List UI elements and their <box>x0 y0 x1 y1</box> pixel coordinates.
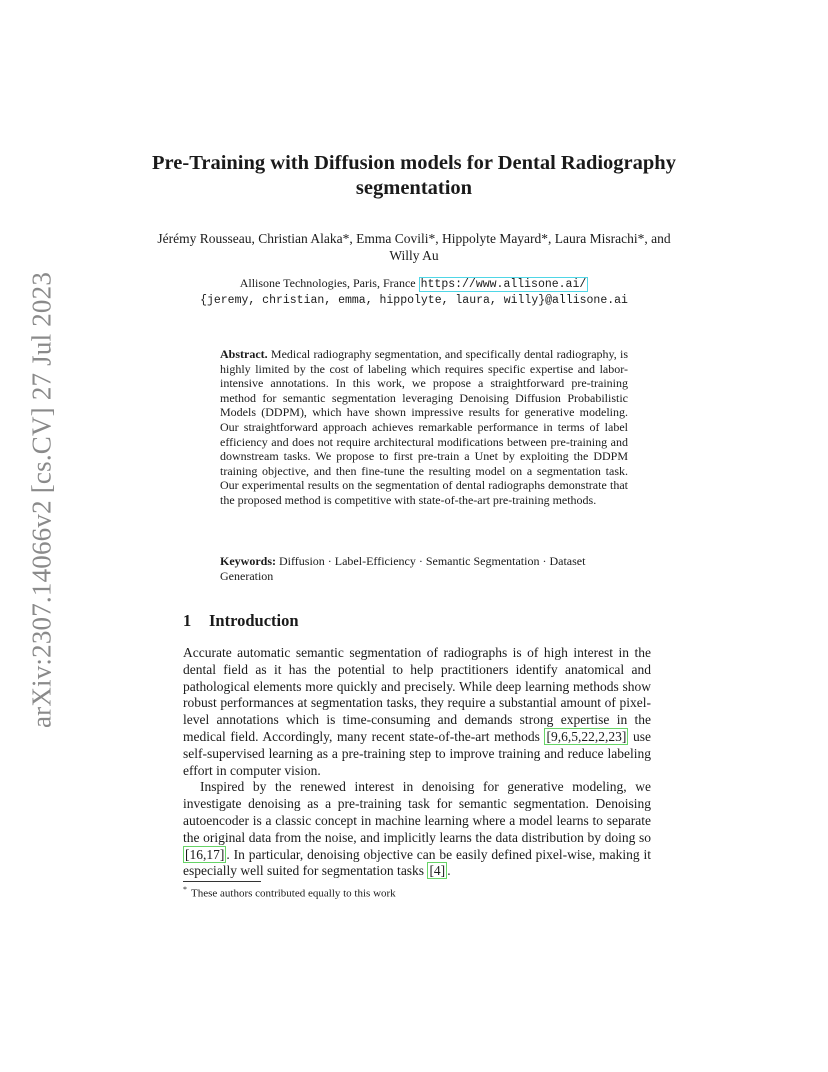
affiliation-org: Allisone Technologies, Paris, France <box>239 276 416 290</box>
footnote-text: These authors contributed equally to this work <box>191 887 396 900</box>
abstract-text: Medical radiography segmentation, and specifically dental radiography, is highly limited by the cost of labeling which requires specific expertise and labor-intensive annotations. In this work, we propose a straightforward pre-training method for semantic segmentation leveraging Denoising Diffusion Probabilistic Models (DDPM), which have shown impressive results for generative modeling. Our straightforward approach achieves remarkable performance in terms of label efficiency and does not require architectural modifications between pre-training and downstream tasks. We propose to first pre-train a Unet by exploiting the DDPM training objective, and then fine-tune the resulting model on a segmentation task. Our experimental results on the segmentation of dental radiographs demonstrate that the proposed method is competitive with state-of-the-art pre-training methods. <box>220 347 629 507</box>
keywords <box>220 554 628 583</box>
footnote-rule <box>183 881 261 882</box>
keywords-text: Diffusion · Label-Efficiency · Semantic Segmentation · Dataset Generation <box>220 554 586 583</box>
arxiv-identifier: arXiv:2307.14066v2 [cs.CV] 27 Jul 2023 <box>26 271 57 729</box>
intro-paragraph-2 <box>183 779 651 880</box>
paragraph-text: Accurate automatic semantic segmentation of radiographs is of high interest in the dental field as it has the potential to help practitioners identify anatomical and pathological elements more quickly and precisely. While deep learning methods show robust performances at segmentation tasks, they require a substantial amount of pixel-level annotations which is time-consuming and demands strong expertise in the medical field. Accordingly, many recent state-of-the-art methods <box>183 645 651 744</box>
paragraph-text: . <box>447 863 451 879</box>
citation-link[interactable]: [4] <box>429 863 446 879</box>
abstract-label: Abstract. <box>220 347 268 361</box>
paragraph-text: . In particular, denoising objective can be easily defined pixel-wise, making it especially well suited for segmentation tasks <box>183 846 651 879</box>
section-heading <box>183 611 299 631</box>
introduction-body <box>183 645 651 880</box>
citation-link[interactable]: [16,17] <box>185 846 225 862</box>
author-emails: {jeremy, christian, emma, hippolyte, laura, willy}@allisone.ai <box>200 294 628 307</box>
paper-title: Pre-Training with Diffusion models for Dental Radiography segmentation <box>152 152 676 199</box>
section-number: 1 <box>183 611 192 630</box>
affiliation-url-link[interactable]: https://www.allisone.ai/ <box>420 278 587 291</box>
author-list: Jérémy Rousseau, Christian Alaka*, Emma Covili*, Hippolyte Mayard*, Laura Misrachi*, and Willy Au <box>157 231 671 263</box>
affiliation-block <box>150 275 678 309</box>
keywords-label: Keywords: <box>220 554 276 568</box>
intro-paragraph-1 <box>183 645 651 779</box>
footnote-mark: * <box>183 885 187 894</box>
footnote <box>183 885 396 900</box>
citation-link[interactable]: [9,6,5,22,2,23] <box>546 728 627 744</box>
section-title: Introduction <box>209 611 299 630</box>
paragraph-text: Inspired by the renewed interest in denoising for generative modeling, we investigate denoising as a pre-training task for semantic segmentation. Denoising autoencoder is a classic concept in machine learning where a model learns to separate the original data from the noise, and implicitly learns the data distribution by doing so <box>183 779 651 845</box>
abstract <box>220 347 628 508</box>
paragraph-text: use self-supervised learning as a pre-training step to improve training and reduce labeling effort in computer vision. <box>183 728 651 778</box>
